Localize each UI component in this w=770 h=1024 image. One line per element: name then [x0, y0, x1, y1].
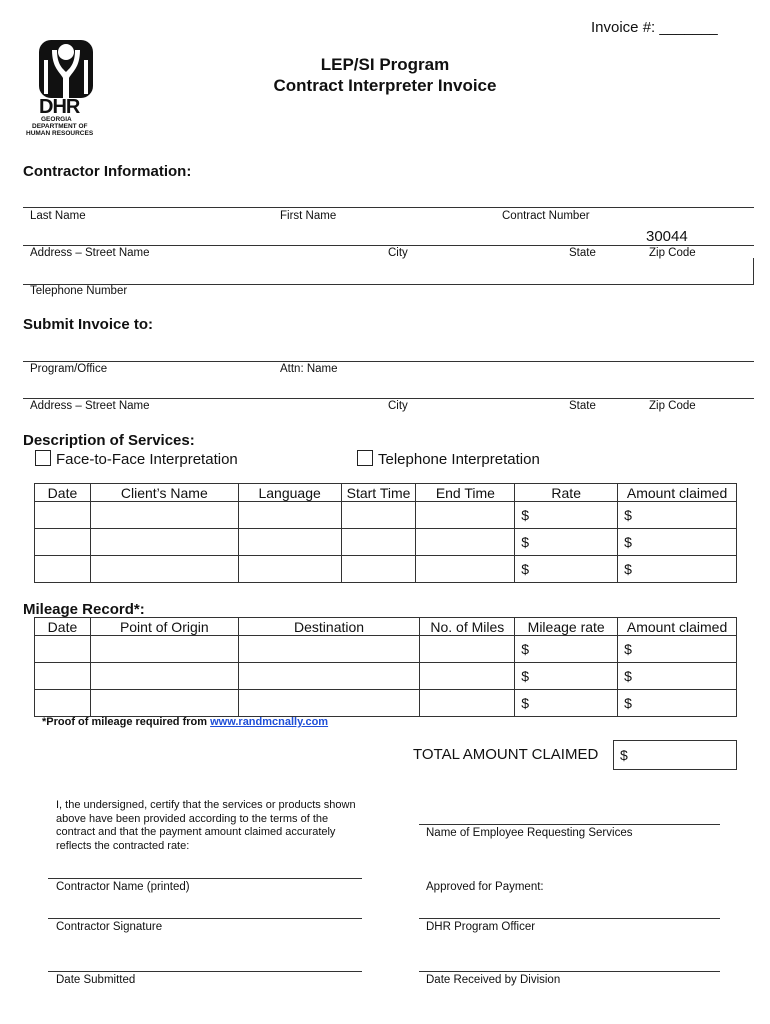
contractor-signature-line [48, 918, 362, 919]
table-row [35, 556, 737, 583]
start-cell[interactable] [341, 529, 416, 556]
date-received-label: Date Received by Division [426, 974, 561, 986]
contractor-zip-label: Zip Code [649, 247, 696, 259]
amount-cell[interactable]: $ [618, 556, 737, 583]
mileage-note [42, 716, 328, 728]
mileage-amount-cell[interactable]: $ [618, 690, 737, 717]
services-heading: Description of Services: [23, 432, 195, 449]
contractor-line-2 [23, 245, 754, 246]
face-to-face-option[interactable] [35, 450, 238, 468]
start-cell[interactable] [341, 502, 416, 529]
mileage-rate-cell[interactable]: $ [515, 663, 618, 690]
submit-zip-label: Zip Code [649, 400, 696, 412]
start-cell[interactable] [341, 556, 416, 583]
col-miles: No. of Miles [420, 618, 515, 636]
contractor-line-1 [23, 207, 754, 208]
total-label: TOTAL AMOUNT CLAIMED [413, 746, 599, 763]
submit-heading: Submit Invoice to: [23, 316, 154, 333]
date-cell[interactable] [35, 663, 91, 690]
attn-name-label: Attn: Name [280, 363, 338, 375]
col-amount: Amount claimed [618, 484, 737, 502]
contractor-name-line [48, 878, 362, 879]
logo-text: DHR [39, 96, 80, 118]
rate-cell[interactable]: $ [515, 556, 618, 583]
mileage-header-row [35, 618, 737, 636]
officer-line [419, 918, 720, 919]
face-to-face-label: Face-to-Face Interpretation [56, 451, 238, 468]
col-client-name: Client’s Name [90, 484, 238, 502]
origin-cell[interactable] [90, 663, 238, 690]
mileage-amount-cell[interactable]: $ [618, 663, 737, 690]
destination-cell[interactable] [238, 636, 420, 663]
amount-cell[interactable]: $ [618, 502, 737, 529]
contractor-signature-label: Contractor Signature [56, 921, 163, 933]
mileage-note-text: *Proof of mileage required from [42, 716, 211, 728]
end-cell[interactable] [416, 556, 515, 583]
end-cell[interactable] [416, 502, 515, 529]
total-amount-field[interactable] [613, 740, 737, 770]
date-submitted-line [48, 971, 362, 972]
total-dollar: $ [620, 747, 628, 763]
date-cell[interactable] [35, 502, 91, 529]
date-cell[interactable] [35, 636, 91, 663]
miles-cell[interactable] [420, 690, 515, 717]
date-cell[interactable] [35, 529, 91, 556]
language-cell[interactable] [238, 502, 341, 529]
approved-label: Approved for Payment: [426, 881, 544, 893]
invoice-number: Invoice #: _______ [591, 19, 718, 36]
col-origin: Point of Origin [90, 618, 238, 636]
submit-state-label: State [569, 400, 596, 412]
rate-cell[interactable]: $ [515, 502, 618, 529]
destination-cell[interactable] [238, 663, 420, 690]
contractor-heading: Contractor Information: [23, 163, 192, 180]
mileage-rate-cell[interactable]: $ [515, 690, 618, 717]
language-cell[interactable] [238, 529, 341, 556]
mileage-heading: Mileage Record*: [23, 601, 145, 618]
logo-sub1: GEORGIA [41, 116, 72, 123]
table-row [35, 663, 737, 690]
miles-cell[interactable] [420, 636, 515, 663]
col-date: Date [35, 484, 91, 502]
services-table [34, 483, 737, 583]
title-line2: Contract Interpreter Invoice [273, 76, 497, 95]
contract-number-value[interactable]: 30044 [646, 228, 688, 245]
client-cell[interactable] [90, 502, 238, 529]
title-line1: LEP/SI Program [320, 55, 450, 74]
mileage-amount-cell[interactable]: $ [618, 636, 737, 663]
miles-cell[interactable] [420, 663, 515, 690]
submit-city-label: City [388, 400, 408, 412]
date-cell[interactable] [35, 556, 91, 583]
col-start-time: Start Time [341, 484, 416, 502]
submit-line-1 [23, 361, 754, 362]
first-name-label: First Name [280, 210, 337, 222]
program-office-label: Program/Office [30, 363, 108, 375]
contractor-name-label: Contractor Name (printed) [56, 881, 190, 893]
last-name-label: Last Name [30, 210, 86, 222]
employee-signature-line [419, 824, 720, 825]
date-submitted-label: Date Submitted [56, 974, 136, 986]
table-row [35, 636, 737, 663]
mileage-table [34, 617, 737, 717]
submit-line-2 [23, 398, 754, 399]
logo-sub3: HUMAN RESOURCES [26, 130, 94, 137]
submit-address-label: Address – Street Name [30, 400, 150, 412]
employee-label: Name of Employee Requesting Services [426, 827, 633, 839]
col-mileage-amount: Amount claimed [618, 618, 737, 636]
certification-text: I, the undersigned, certify that the services or products shown above have been provided according to the terms of the contract and that the payment amount claimed accurately reflects the contracted rate: [56, 799, 356, 852]
origin-cell[interactable] [90, 636, 238, 663]
date-received-line [419, 971, 720, 972]
client-cell[interactable] [90, 556, 238, 583]
col-end-time: End Time [416, 484, 515, 502]
telephone-option[interactable] [357, 450, 540, 468]
officer-label: DHR Program Officer [426, 921, 536, 933]
origin-cell[interactable] [90, 690, 238, 717]
amount-cell[interactable]: $ [618, 529, 737, 556]
language-cell[interactable] [238, 556, 341, 583]
face-to-face-checkbox[interactable] [35, 450, 51, 466]
table-row [35, 502, 737, 529]
client-cell[interactable] [90, 529, 238, 556]
date-cell[interactable] [35, 690, 91, 717]
end-cell[interactable] [416, 529, 515, 556]
contractor-state-label: State [569, 247, 596, 259]
contractor-address-label: Address – Street Name [30, 247, 150, 259]
col-destination: Destination [238, 618, 420, 636]
col-mileage-rate: Mileage rate [515, 618, 618, 636]
table-row [35, 690, 737, 717]
rate-cell[interactable]: $ [515, 529, 618, 556]
destination-cell[interactable] [238, 690, 420, 717]
contractor-line-3 [23, 284, 754, 285]
randmcnally-link[interactable]: www.randmcnally.com [210, 716, 329, 728]
contract-number-label: Contract Number [502, 210, 590, 222]
telephone-label-option: Telephone Interpretation [378, 451, 540, 468]
col-mileage-date: Date [35, 618, 91, 636]
mileage-rate-cell[interactable]: $ [515, 636, 618, 663]
col-language: Language [238, 484, 341, 502]
telephone-label: Telephone Number [30, 285, 128, 297]
services-header-row [35, 484, 737, 502]
telephone-checkbox[interactable] [357, 450, 373, 466]
col-rate: Rate [515, 484, 618, 502]
contractor-city-label: City [388, 247, 408, 259]
logo-sub2: DEPARTMENT OF [32, 123, 88, 130]
table-row [35, 529, 737, 556]
contractor-box-right [753, 258, 754, 284]
